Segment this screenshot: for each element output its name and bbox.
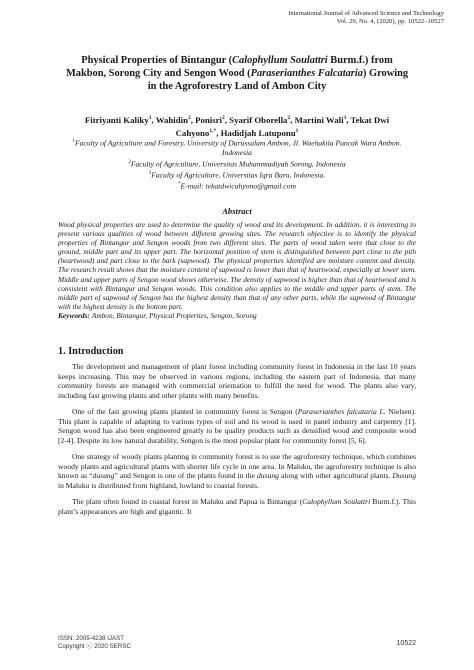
- author-affiliation-mark: 1: [295, 128, 299, 135]
- abstract-body: [58, 220, 416, 320]
- author-affiliation-mark: 1: [148, 115, 152, 121]
- keywords-label: Keywords:: [58, 310, 90, 320]
- affiliation-list: [60, 137, 414, 191]
- author-list: [70, 113, 404, 139]
- title-species: Calophyllum Soulattri: [232, 55, 328, 66]
- term: Dusung: [392, 471, 417, 481]
- affiliation-mark: 3: [148, 170, 152, 176]
- affiliation: [60, 137, 414, 158]
- journal-header: [288, 10, 444, 26]
- author-name: Syarif Oborella: [229, 114, 288, 125]
- affiliation: [60, 158, 414, 169]
- footer-left: [58, 635, 131, 651]
- affiliation-text: Faculty of Agriculture, Universitas Iqra Buru, Indonesia.: [151, 170, 326, 180]
- author-name: Hadidjah Latuponu: [220, 128, 296, 139]
- abstract-text: Wood physical properties are used to determine the quality of wood and its development. In addition, it is interesting to present various qualities of wood between different growing sites. The research objective is to identify the physical properties of Bintangur and Sengon woods from two different sites. The parts of wood taken were that close to the ground, middle part and its upper part. The horizontal position of stem is distinguished between part close to the pith (heartwood) and part close to the bark (sapwood). The physical properties identified are moisture content and density. The research result shows that the moisture content of sapwood is lower than that of heartwood, especially at lower stem. Middle and upper parts of Sengon wood shows otherwise. The density of sapwood is higher than that of heartwood and is consistent with Bintangur and Sengon woods. This condition also applies to the middle and upper parts of stem. The middle part of sapwood of Sengon has the highest density than that of any other parts, while the sapwood of Bintangur with the highest density is the bottom part.: [58, 220, 416, 311]
- title-species: Falcataria: [317, 68, 363, 79]
- species-name: Paraserianthes falcataria L.: [297, 406, 386, 416]
- species-name: Calophyllum Soulattri: [302, 496, 371, 506]
- author-affiliation-mark: 2: [287, 115, 291, 121]
- affiliation-text: Faculty of Agriculture and Forestry, University of Darussalam Ambon, Jl. Waehakila Puncak Wara Ambon. Indonesia: [75, 138, 402, 158]
- title-text: Physical Properties of Bintangur (: [81, 55, 233, 66]
- paragraph-text: along with other agricultural plants.: [278, 471, 393, 481]
- page-number: 10522: [396, 640, 416, 647]
- paragraph: [58, 497, 416, 516]
- affiliation-mark: 2: [128, 159, 131, 165]
- journal-volume: Vol. 29, No. 4, (2020), pp. 10522–10527: [336, 18, 444, 26]
- author-name: Ponisri: [195, 114, 223, 125]
- paragraph: [58, 407, 416, 445]
- affiliation-mark: *: [178, 181, 181, 187]
- author-separator: ,: [216, 128, 221, 139]
- affiliation-mark: 1: [72, 139, 76, 144]
- section-body: [58, 362, 416, 523]
- title-species: Paraserianthes: [250, 68, 316, 79]
- affiliation: [60, 180, 414, 191]
- title-text: ) Growing in the Agroforestry Land of Ambon City: [147, 68, 409, 92]
- author-separator: ,: [346, 114, 351, 125]
- author-name: Martini Wali: [294, 114, 344, 125]
- copyright: Copyright ⓒ 2020 SERSC: [58, 642, 131, 650]
- keywords: Ambon, Bintangur, Physical Properties, Sengon, Sorong: [91, 310, 257, 320]
- author-separator: ,: [290, 114, 295, 125]
- author-separator: ,: [151, 114, 156, 125]
- paragraph-text: The plant often found in coastal forest in Maluku and Papua is Bintangur (: [72, 496, 303, 506]
- affiliation: [60, 169, 414, 180]
- author-name: Tekat Dwi Cahyono: [175, 114, 390, 139]
- issn: ISSN: 2005-4238 IJAST: [58, 635, 125, 642]
- term: dusung: [92, 471, 115, 481]
- paragraph-text: in Maluku is distributed from highland, lowland to coastal forests.: [58, 480, 259, 490]
- author-name: Wahidin: [155, 114, 188, 125]
- author-affiliation-mark: 2: [187, 115, 191, 121]
- paragraph-text: The development and management of plant forest including community forest in Indonesia in the last 10 years keeps increasing. This may be observed in various regions, including the eastern part of Indonesia, that many community forests are managed with commercial orientation to fulfill the need for wood. The plants also vary, including fast growing plants and other plants with many benefits.: [58, 362, 416, 400]
- author-affiliation-mark: 2: [222, 115, 225, 121]
- author-affiliation-mark: 1,*: [209, 128, 217, 135]
- author-separator: ,: [190, 114, 196, 125]
- title-text: Burm.f.) from Makbon, Sorong City and Sengon Wood (: [65, 55, 393, 79]
- paper-title: [62, 54, 412, 93]
- author-separator: ,: [224, 114, 230, 125]
- author-affiliation-mark: 3: [343, 115, 347, 121]
- section-heading: 1. Introduction: [58, 346, 124, 357]
- paragraph-text: Nielsen). This plant is capable of adapting to various types of soil and its wood is used in panel industry and carpentry [1]. Sengon wood has also been engineered greatly to be quality products such as densified wood and composite wood [2-4]. Despite its low natural durability, Sengon is the most popular plant for community forest [5, 6].: [58, 406, 416, 445]
- paragraph: [58, 362, 416, 400]
- paragraph-text: One strategy of woody plants planting in community forest is to use the agroforestry technique, which combines woody plants and agricultural plants with shorter life cycle in one area. In Maluku, the agroforestry technique is also known as “: [58, 451, 416, 481]
- paragraph-text: ” and Sengon is one of the plants found in the: [114, 471, 257, 481]
- paragraph-text: Burm.f.). This plant’s appearances are high and gigantic. It: [58, 496, 416, 516]
- paragraph: [58, 452, 416, 490]
- journal-name: International Journal of Advanced Science and Technology: [288, 10, 444, 17]
- author-name: Fitriyanti Kaliky: [84, 114, 149, 125]
- abstract-heading: Abstract: [222, 206, 252, 216]
- paragraph-text: One of the fast growing plants planted in community forest is Sengon (: [72, 406, 298, 416]
- term: dusung: [257, 471, 279, 481]
- affiliation-text: Faculty of Agriculture, Universitas Muhammadiyah Sorong, Indonesia: [130, 159, 346, 169]
- affiliation-text: E-mail: tekatdwicahyono@gmail.com: [180, 181, 296, 191]
